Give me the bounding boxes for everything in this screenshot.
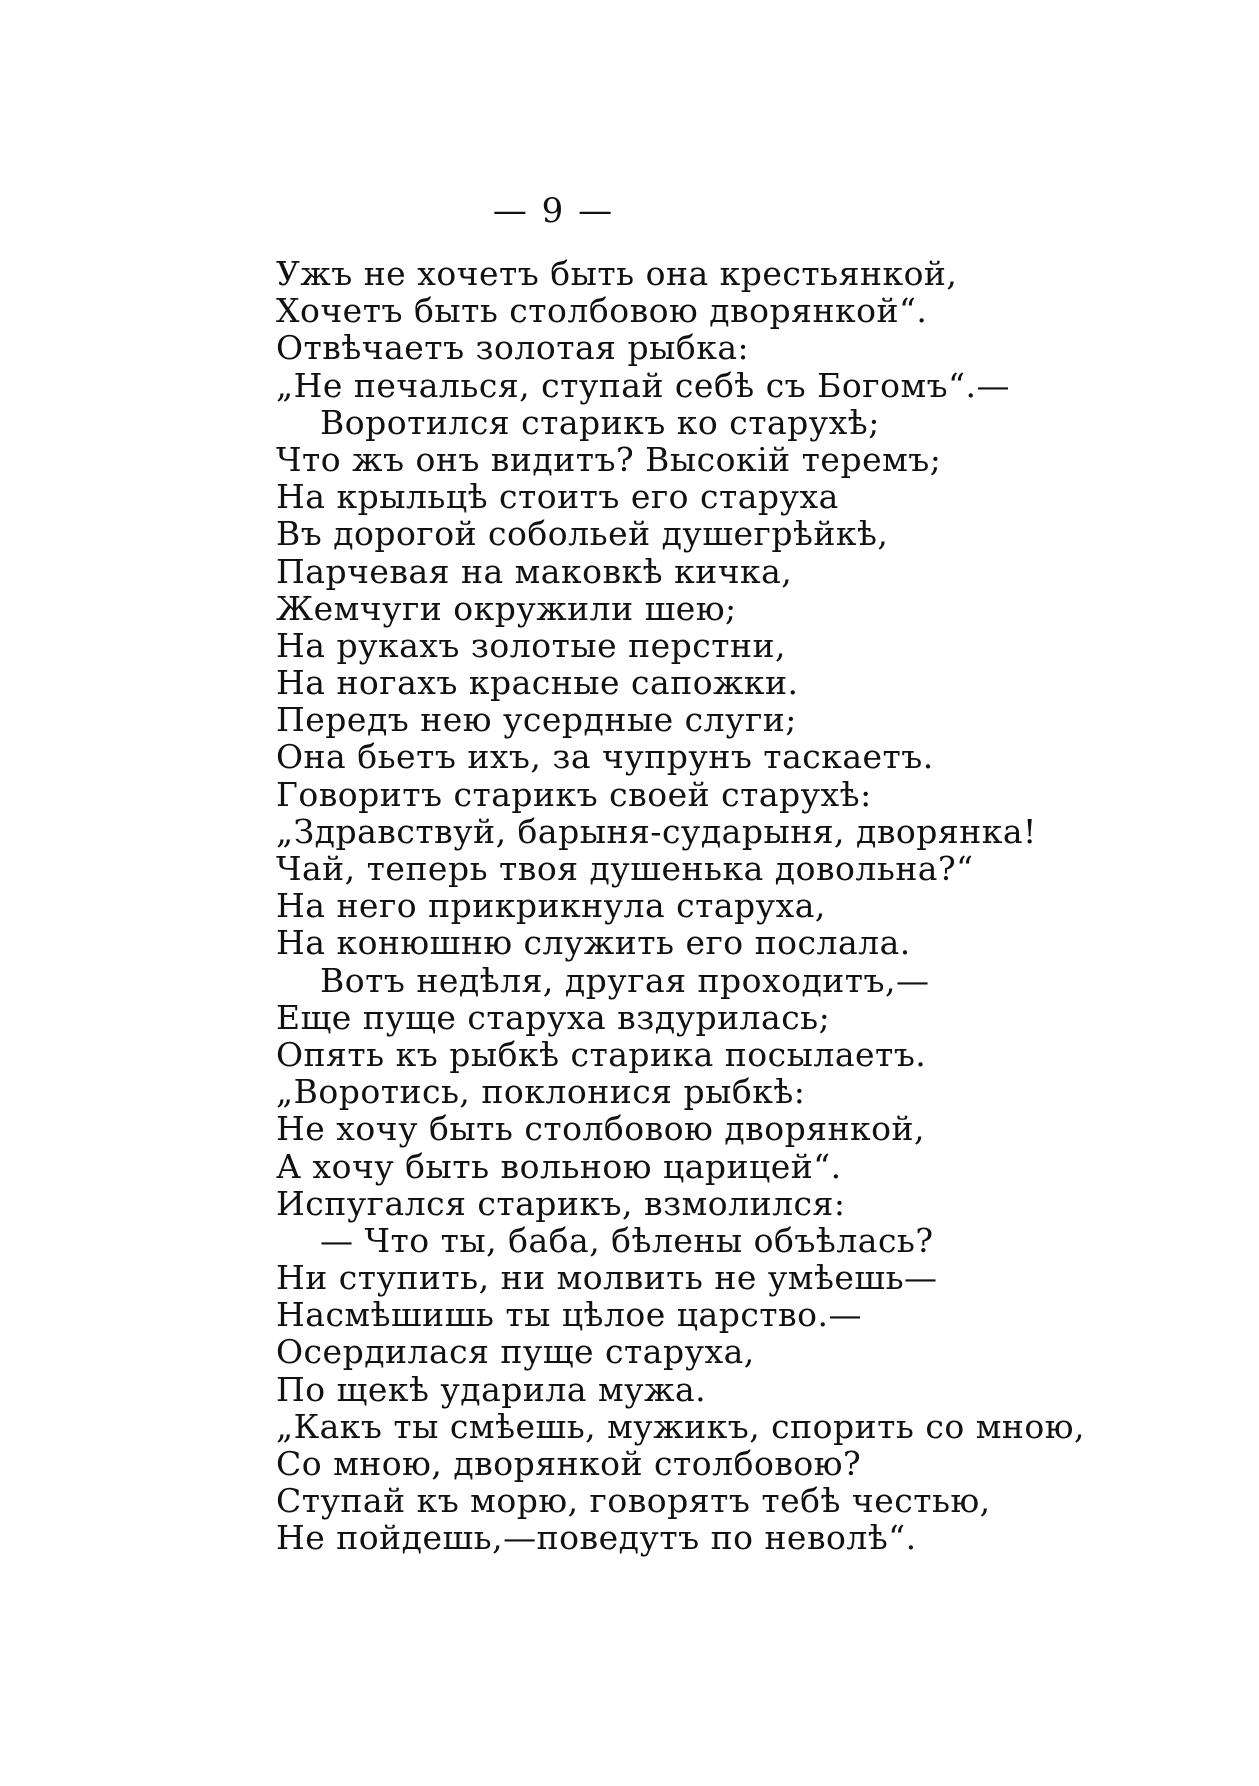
poem-line: Вотъ недѣля, другая проходитъ,— [320,960,930,1000]
poem-line: Со мною, дворянкой столбовою? [276,1444,862,1483]
poem-line: Не пойдешь,—поведутъ по неволѣ“. [276,1518,917,1558]
poem-line: „Какъ ты смѣешь, мужикъ, спорить со мною, [276,1406,1085,1446]
poem-line: Хочетъ быть столбовою дворянкой“. [276,291,928,331]
poem-line: Передъ нею усердные слуги; [276,700,797,740]
poem-line: Что жъ онъ видитъ? Высокій теремъ; [276,439,942,479]
poem-line: Не хочу быть столбовою дворянкой, [276,1109,925,1149]
poem-line: „Воротись, поклонися рыбкѣ: [276,1072,806,1112]
poem-text [276,255,1156,1557]
poem-line: Она бьетъ ихъ, за чупрунъ таскаетъ. [276,737,934,777]
poem-line: „Здравствуй, барыня-сударыня, дворянка! [276,811,1037,851]
poem-line: Ужъ не хочетъ быть она крестьянкой, [276,254,958,293]
poem-line: На крыльцѣ стоитъ его старуха [276,477,839,517]
page-number: — 9 — [492,191,615,231]
poem-line: Еще пуще старуха вздурилась; [276,997,831,1037]
poem-line: Парчевая на маковкѣ кичка, [276,551,793,591]
poem-line: — Что ты, баба, бѣлены объѣлась? [320,1220,934,1260]
poem-line: Чай, теперь твоя душенька довольна?“ [276,849,974,888]
poem-line: Насмѣшишь ты цѣлое царство.— [276,1295,862,1335]
poem-line: На конюшню служить его послала. [276,923,911,963]
poem-line: Въ дорогой собольей душегрѣйкѣ, [276,514,889,554]
poem-line: Говоритъ старикъ своей старухѣ: [276,774,872,814]
poem-line: А хочу быть вольною царицей“. [276,1146,842,1186]
poem-line: На ногахъ красные сапожки. [276,663,799,703]
poem-line: Испугался старикъ, взмолился: [276,1183,846,1223]
poem-line: Ступай къ морю, говорятъ тебѣ честью, [276,1481,991,1521]
poem-line: Воротился старикъ ко старухѣ; [320,402,880,442]
poem-line: Отвѣчаетъ золотая рыбка: [276,328,750,368]
poem-line: Ни ступить, ни молвить не умѣешь— [276,1258,938,1298]
poem-line: Осердилася пуще старуха, [276,1332,755,1372]
poem-line: Жемчуги окружили шею; [276,588,737,628]
poem-line: „Не печалься, ступай себѣ съ Богомъ“.— [276,365,1010,405]
poem-line: На рукахъ золотые перстни, [276,625,786,665]
poem-line: На него прикрикнула старуха, [276,886,826,926]
poem-line: По щекѣ ударила мужа. [276,1369,707,1409]
poem-line: Опять къ рыбкѣ старика посылаетъ. [276,1034,927,1074]
